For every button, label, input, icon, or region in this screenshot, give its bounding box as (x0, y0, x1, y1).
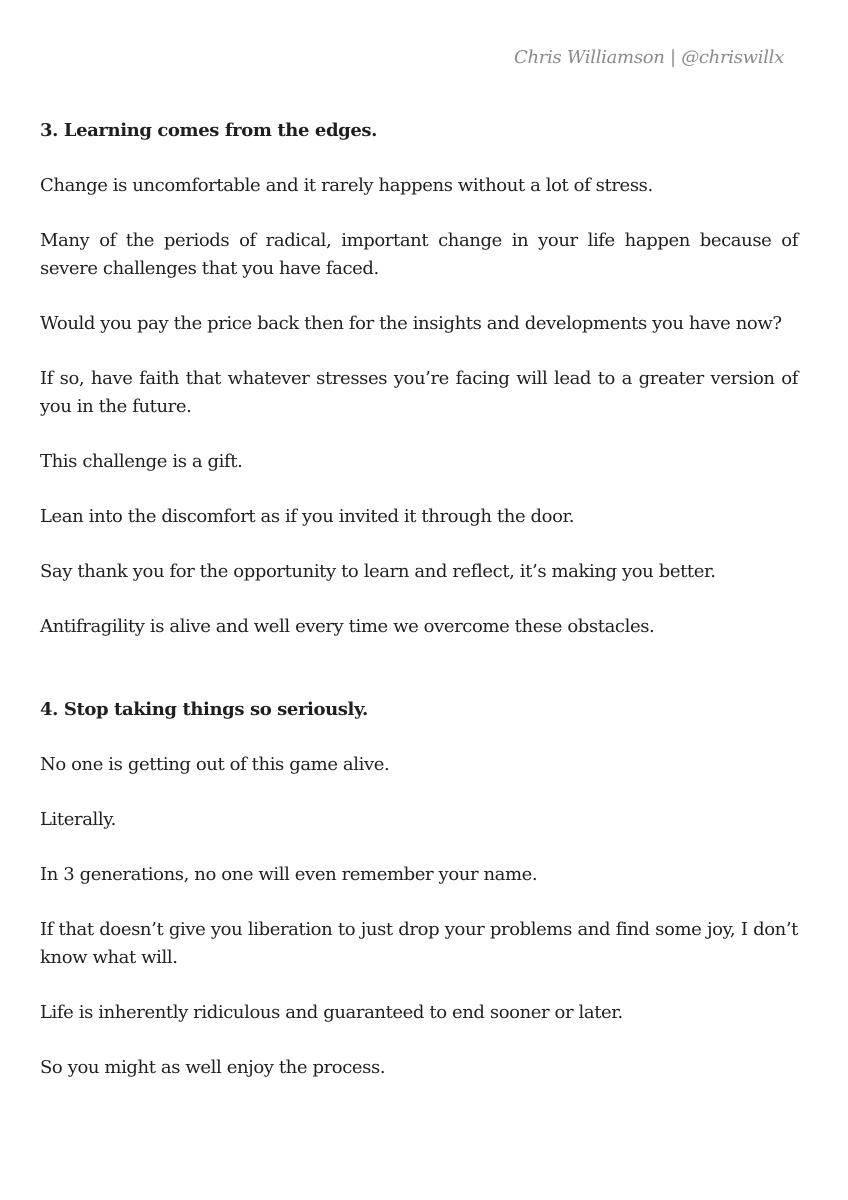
paragraph: So you might as well enjoy the process. (40, 1057, 386, 1078)
paragraph: Antifragility is alive and well every time we overcome these obstacles. (40, 616, 655, 637)
paragraph: In 3 generations, no one will even remember your name. (40, 864, 538, 885)
paragraph: Literally. (40, 809, 116, 830)
document-body (40, 117, 798, 1082)
author-byline: Chris Williamson | @chriswillx (514, 47, 784, 68)
paragraph: Say thank you for the opportunity to learn and reflect, it’s making you better. (40, 561, 716, 582)
paragraph: This challenge is a gift. (40, 451, 243, 472)
paragraph: No one is getting out of this game alive. (40, 754, 390, 775)
paragraph: Life is inherently ridiculous and guaranteed to end sooner or later. (40, 1002, 623, 1023)
section-heading: 3. Learning comes from the edges. (40, 120, 377, 141)
section-stop-taking-seriously (40, 696, 798, 1082)
paragraph: Many of the periods of radical, important change in your life happen because of severe challenges that you have faced. (40, 230, 798, 279)
paragraph: Lean into the discomfort as if you invited it through the door. (40, 506, 575, 527)
section-learning-from-edges (40, 117, 798, 641)
paragraph: Change is uncomfortable and it rarely happens without a lot of stress. (40, 175, 653, 196)
paragraph: Would you pay the price back then for the insights and developments you have now? (40, 313, 782, 334)
section-heading: 4. Stop taking things so seriously. (40, 699, 368, 720)
paragraph: If that doesn’t give you liberation to just drop your problems and find some joy, I don’t know what will. (40, 919, 798, 968)
paragraph: If so, have faith that whatever stresses you’re facing will lead to a greater version of you in the future. (40, 368, 798, 417)
